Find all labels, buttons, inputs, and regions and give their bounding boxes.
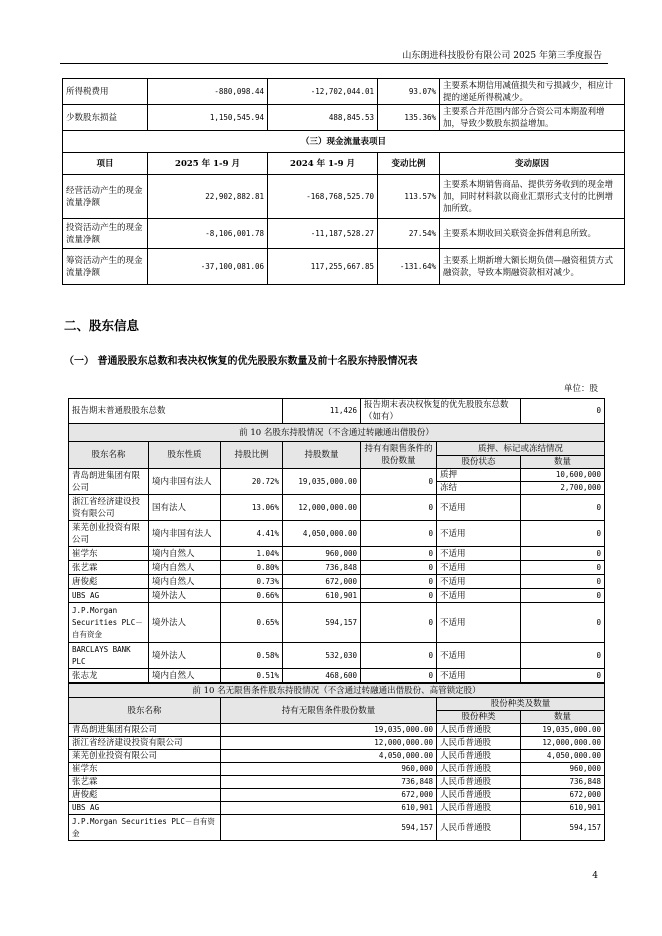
- shareholder-name: 张艺霖: [69, 776, 221, 789]
- shareholder-name: 张志龙: [69, 669, 149, 683]
- table-row: [69, 643, 605, 669]
- restricted-quantity: 0: [361, 547, 437, 561]
- summary-row: [69, 399, 605, 424]
- share-kind: 人民币普通股: [437, 815, 521, 841]
- status-amount: 0: [521, 575, 605, 589]
- table-row: [69, 547, 605, 561]
- shareholding-ratio: 0.80%: [221, 561, 283, 575]
- shareholding-quantity: 4,050,000.00: [283, 521, 361, 547]
- table-row: [69, 763, 605, 776]
- shareholding-quantity: 610,901: [283, 589, 361, 603]
- table-row: [69, 561, 605, 575]
- table-row: [63, 175, 625, 219]
- shareholding-ratio: 1.04%: [221, 547, 283, 561]
- shareholder-name: J.P.Morgan Securities PLC－自有资金: [69, 815, 221, 841]
- kind-amount: 960,000: [521, 763, 605, 776]
- unrestricted-shareholders-table: [68, 683, 605, 841]
- header-name: 股东名称: [69, 698, 221, 724]
- unrestricted-caption: 前 10 名无限售条件股东持股情况（不含通过转融通出借股份、高管锁定股）: [69, 684, 605, 698]
- section-title: 二、股东信息: [64, 318, 140, 333]
- share-kind: 人民币普通股: [437, 789, 521, 802]
- shareholding-quantity: 532,030: [283, 643, 361, 669]
- header-ratio: 持股比例: [221, 442, 283, 469]
- header-kind: 股份种类: [437, 711, 521, 724]
- kind-amount: 4,050,000.00: [521, 750, 605, 763]
- table-row: [69, 815, 605, 841]
- unrestricted-quantity: 960,000: [221, 763, 437, 776]
- shareholder-name: BARCLAYS BANK PLC: [69, 643, 149, 669]
- restricted-quantity: 0: [361, 669, 437, 683]
- status-amount: 0: [521, 603, 605, 643]
- previous-value: -168,768,525.70: [268, 175, 378, 219]
- change-ratio: 93.07%: [378, 79, 440, 105]
- table-row: [69, 724, 605, 737]
- shareholding-quantity: 736,848: [283, 561, 361, 575]
- table-row: [69, 669, 605, 683]
- table-row: [63, 249, 625, 285]
- shareholding-ratio: 13.06%: [221, 495, 283, 521]
- shareholder-name: 青岛朗进集团有限公司: [69, 469, 149, 495]
- unit-label: 单位：股: [563, 384, 598, 394]
- table-row: [69, 802, 605, 815]
- current-value: 22,902,882.81: [148, 175, 268, 219]
- share-kind: 人民币普通股: [437, 737, 521, 750]
- status-amount: 0: [521, 669, 605, 683]
- summary-value-preferred: 0: [521, 399, 605, 424]
- shareholder-nature: 境内非国有法人: [149, 521, 221, 547]
- unrestricted-quantity: 672,000: [221, 789, 437, 802]
- shareholding-ratio: 0.73%: [221, 575, 283, 589]
- share-status: 不适用: [437, 561, 521, 575]
- item-cell: 少数股东损益: [63, 105, 148, 131]
- shareholder-nature: 境内自然人: [149, 547, 221, 561]
- share-status: 不适用: [437, 575, 521, 589]
- header-reason: 变动原因: [440, 153, 625, 175]
- change-reason: 主要系本期信用减值损失和亏损减少，相应计提的递延所得税减少。: [440, 79, 625, 105]
- restricted-quantity: 0: [361, 575, 437, 589]
- current-value: -37,100,081.06: [148, 249, 268, 285]
- shareholder-name: 唐俊彪: [69, 789, 221, 802]
- report-header-title: 山东朗进科技股份有限公司 2025 年第三季度报告: [402, 51, 602, 61]
- change-ratio: 27.54%: [378, 219, 440, 249]
- header-amount: 数量: [521, 456, 605, 469]
- shareholding-quantity: 12,000,000.00: [283, 495, 361, 521]
- summary-label: 报告期末普通股股东总数: [69, 399, 283, 424]
- page-number: 4: [592, 871, 598, 881]
- table-row: [69, 737, 605, 750]
- table-row: [69, 789, 605, 802]
- shareholder-name: 崔学东: [69, 547, 149, 561]
- status-amount: 0: [521, 495, 605, 521]
- status-amount: 0: [521, 643, 605, 669]
- change-ratio: 113.57%: [378, 175, 440, 219]
- shareholding-ratio: 0.65%: [221, 603, 283, 643]
- restricted-quantity: 0: [361, 495, 437, 521]
- sub-title: （一） 普通股股东总数和表决权恢复的优先股股东数量及前十名股东持股情况表: [64, 356, 418, 367]
- change-reason: 主要系本期销售商品、提供劳务收到的现金增加，同时材料款以商业汇票形式支付的比例增加所致。: [440, 175, 625, 219]
- shareholding-ratio: 20.72%: [221, 469, 283, 495]
- header-restricted: 持有有限售条件的股份数量: [361, 442, 437, 469]
- header-status: 股份状态: [437, 456, 521, 469]
- table-row: [69, 521, 605, 547]
- shareholder-nature: 境内自然人: [149, 575, 221, 589]
- shareholder-nature: 境外法人: [149, 643, 221, 669]
- table-row: [63, 79, 625, 105]
- previous-value: 117,255,667.85: [268, 249, 378, 285]
- share-kind: 人民币普通股: [437, 776, 521, 789]
- shareholder-nature: 境外法人: [149, 589, 221, 603]
- status-amount: 0: [521, 589, 605, 603]
- shareholder-nature: 国有法人: [149, 495, 221, 521]
- item-cell: 筹资活动产生的现金流量净额: [63, 249, 148, 285]
- kind-amount: 672,000: [521, 789, 605, 802]
- header-rule: [60, 63, 608, 64]
- header-name: 股东名称: [69, 442, 149, 469]
- change-reason: 主要系上期新增大额长期负债—融资租赁方式融资款，导致本期融资款相对减少。: [440, 249, 625, 285]
- shareholding-quantity: 468,600: [283, 669, 361, 683]
- cashflow-table: [62, 78, 625, 285]
- header-pledge: 质押、标记或冻结情况: [437, 442, 605, 456]
- change-ratio: -131.64%: [378, 249, 440, 285]
- share-status: 不适用: [437, 547, 521, 561]
- table-row: [69, 750, 605, 763]
- table-row: [69, 495, 605, 521]
- share-status: 不适用: [437, 603, 521, 643]
- status-amount: 10,600,000: [521, 469, 605, 482]
- shareholding-quantity: 672,000: [283, 575, 361, 589]
- unrestricted-quantity: 12,000,000.00: [221, 737, 437, 750]
- previous-value: -12,702,044.01: [268, 79, 378, 105]
- item-cell: 投资活动产生的现金流量净额: [63, 219, 148, 249]
- header-amount: 数量: [521, 711, 605, 724]
- restricted-quantity: 0: [361, 561, 437, 575]
- header-nature: 股东性质: [149, 442, 221, 469]
- previous-value: 488,845.53: [268, 105, 378, 131]
- shareholding-quantity: 594,157: [283, 603, 361, 643]
- header-current: 2025 年 1-9 月: [148, 153, 268, 175]
- share-status: 不适用: [437, 669, 521, 683]
- restricted-quantity: 0: [361, 589, 437, 603]
- header-item: 项目: [63, 153, 148, 175]
- kind-amount: 610,901: [521, 802, 605, 815]
- shareholder-name: UBS AG: [69, 802, 221, 815]
- header-unrestricted-quantity: 持有无限售条件股份数量: [221, 698, 437, 724]
- current-value: -880,098.44: [148, 79, 268, 105]
- summary-value: 11,426: [283, 399, 361, 424]
- cashflow-section-title: （三）现金流量表项目: [63, 131, 625, 153]
- shareholder-name: 张艺霖: [69, 561, 149, 575]
- previous-value: -11,187,528.27: [268, 219, 378, 249]
- header-ratio: 变动比例: [378, 153, 440, 175]
- shareholding-quantity: 960,000: [283, 547, 361, 561]
- unrestricted-quantity: 736,848: [221, 776, 437, 789]
- header-previous: 2024 年 1-9 月: [268, 153, 378, 175]
- shareholder-nature: 境内自然人: [149, 669, 221, 683]
- share-status: 质押: [437, 469, 521, 482]
- table-row: [63, 219, 625, 249]
- kind-amount: 594,157: [521, 815, 605, 841]
- table-row: [69, 575, 605, 589]
- share-kind: 人民币普通股: [437, 750, 521, 763]
- restricted-quantity: 0: [361, 521, 437, 547]
- share-status: 不适用: [437, 521, 521, 547]
- kind-amount: 12,000,000.00: [521, 737, 605, 750]
- shareholder-nature: 境内非国有法人: [149, 469, 221, 495]
- shareholder-name: 浙江省经济建设投资有限公司: [69, 737, 221, 750]
- shareholding-quantity: 19,035,000.00: [283, 469, 361, 495]
- unrestricted-quantity: 4,050,000.00: [221, 750, 437, 763]
- share-kind: 人民币普通股: [437, 802, 521, 815]
- table-row: [69, 776, 605, 789]
- unrestricted-quantity: 610,901: [221, 802, 437, 815]
- change-reason: 主要系本期收回关联资金拆借利息所致。: [440, 219, 625, 249]
- restricted-quantity: 0: [361, 643, 437, 669]
- table-row: [69, 603, 605, 643]
- current-value: -8,106,001.78: [148, 219, 268, 249]
- shareholder-name: 莱芜创业投资有限公司: [69, 750, 221, 763]
- summary-label-preferred: 报告期末表决权恢复的优先股股东总数（如有）: [361, 399, 521, 424]
- table-header: [63, 153, 625, 175]
- shareholder-name: 莱芜创业投资有限公司: [69, 521, 149, 547]
- table-row: [63, 105, 625, 131]
- current-value: 1,150,545.94: [148, 105, 268, 131]
- share-kind: 人民币普通股: [437, 724, 521, 737]
- status-amount: 0: [521, 561, 605, 575]
- kind-amount: 736,848: [521, 776, 605, 789]
- share-status: 不适用: [437, 495, 521, 521]
- status-amount: 2,700,000: [521, 482, 605, 495]
- change-ratio: 135.36%: [378, 105, 440, 131]
- shareholding-ratio: 0.66%: [221, 589, 283, 603]
- unrestricted-quantity: 19,035,000.00: [221, 724, 437, 737]
- shareholder-name: 青岛朗进集团有限公司: [69, 724, 221, 737]
- change-reason: 主要系合并范围内部分合资公司本期盈利增加，导致少数股东损益增加。: [440, 105, 625, 131]
- status-amount: 0: [521, 521, 605, 547]
- shareholding-ratio: 4.41%: [221, 521, 283, 547]
- top10-caption: 前 10 名股东持股情况（不含通过转融通出借股份）: [69, 424, 605, 442]
- share-kind: 人民币普通股: [437, 763, 521, 776]
- shareholder-name: 崔学东: [69, 763, 221, 776]
- share-status: 冻结: [437, 482, 521, 495]
- unrestricted-quantity: 594,157: [221, 815, 437, 841]
- share-status: 不适用: [437, 589, 521, 603]
- shareholder-name: J.P.Morgan Securities PLC－自有资金: [69, 603, 149, 643]
- shareholder-name: UBS AG: [69, 589, 149, 603]
- shareholder-name: 浙江省经济建设投资有限公司: [69, 495, 149, 521]
- status-amount: 0: [521, 547, 605, 561]
- item-cell: 所得税费用: [63, 79, 148, 105]
- restricted-quantity: 0: [361, 469, 437, 495]
- shareholder-nature: 境内自然人: [149, 561, 221, 575]
- item-cell: 经营活动产生的现金流量净额: [63, 175, 148, 219]
- shareholding-ratio: 0.51%: [221, 669, 283, 683]
- kind-amount: 19,035,000.00: [521, 724, 605, 737]
- shareholder-nature: 境外法人: [149, 603, 221, 643]
- restricted-quantity: 0: [361, 603, 437, 643]
- table-row: [69, 469, 605, 482]
- shareholder-name: 唐俊彪: [69, 575, 149, 589]
- header-kind-group: 股份种类及数量: [437, 698, 605, 711]
- share-status: 不适用: [437, 643, 521, 669]
- header-quantity: 持股数量: [283, 442, 361, 469]
- shareholding-ratio: 0.58%: [221, 643, 283, 669]
- top10-shareholders-table: [68, 398, 605, 683]
- table-row: [69, 589, 605, 603]
